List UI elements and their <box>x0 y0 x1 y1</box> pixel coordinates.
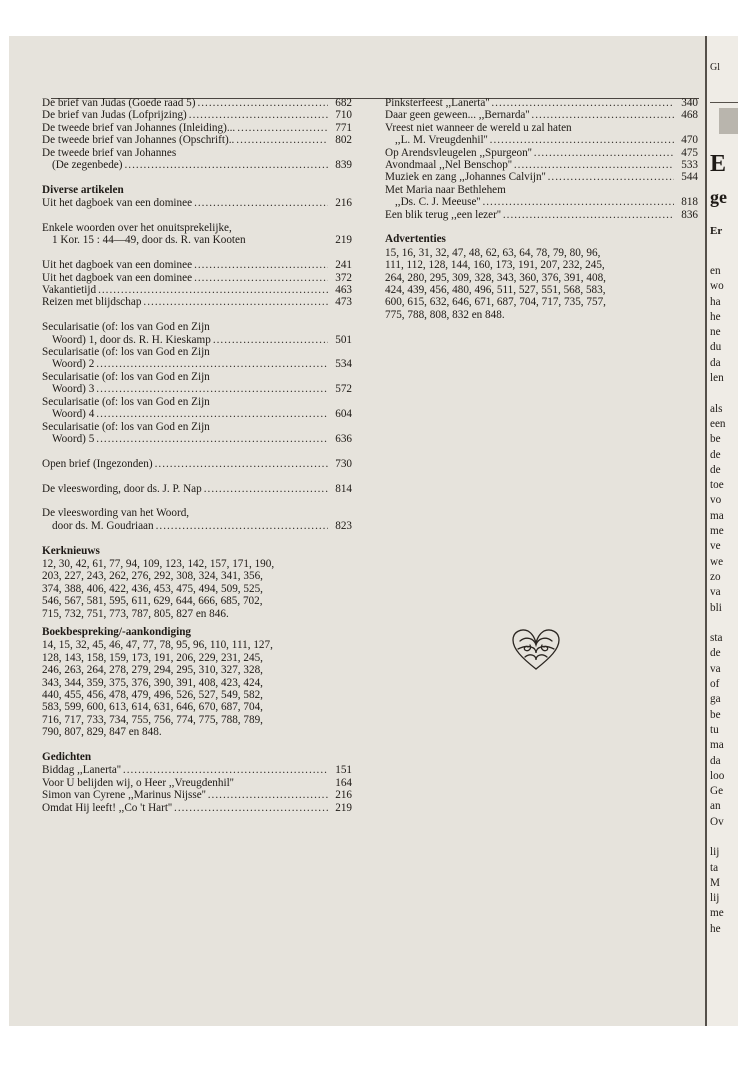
adjacent-page-line-fragment <box>710 386 726 401</box>
spacer <box>42 739 352 751</box>
index-text-line: 246, 263, 264, 278, 279, 294, 295, 310, 327, 328, <box>42 664 263 677</box>
dot-leader <box>123 764 328 776</box>
adjacent-page-line-fragment: be <box>710 433 721 446</box>
index-text-line: 15, 16, 31, 32, 47, 48, 62, 63, 64, 78, 79, 80, 96, <box>385 246 601 259</box>
section-heading: Kerknieuws <box>42 544 100 557</box>
index-text-line: Secularisatie (of: los van God en Zijn <box>42 395 210 408</box>
index-entry <box>42 134 352 146</box>
adjacent-page-line-fragment: be <box>710 708 721 721</box>
page-number: 501 <box>335 333 352 346</box>
index-text-line: De vleeswording van het Woord, <box>42 507 190 520</box>
index-text-line: 424, 439, 456, 480, 496, 511, 527, 551, 568, 583, <box>385 284 606 297</box>
index-text-line: 203, 227, 243, 262, 276, 292, 308, 324, 341, 356, <box>42 570 263 583</box>
dot-leader <box>125 159 329 171</box>
adjacent-page-line-fragment: sta <box>710 632 723 645</box>
index-text-line: Secularisatie (of: los van God en Zijn <box>42 321 210 334</box>
index-entry <box>42 789 352 801</box>
page-number: 771 <box>335 121 352 134</box>
dot-leader <box>194 272 328 284</box>
dot-leader <box>237 122 328 134</box>
adjacent-page-line-fragment: tu <box>710 723 719 736</box>
adjacent-page-line-fragment <box>710 616 726 631</box>
page-number: 604 <box>335 408 352 421</box>
page-number: 468 <box>681 109 698 122</box>
index-text-line: Met Maria naar Bethlehem <box>385 183 506 196</box>
entry-title: Woord) 5 <box>52 432 95 445</box>
adjacent-page-line-fragment: als <box>710 402 723 415</box>
index-entry <box>385 109 698 121</box>
adjacent-page-line-fragment: lij <box>710 846 720 859</box>
index-entry <box>385 209 698 221</box>
index-entry <box>385 134 698 146</box>
page-number: 730 <box>335 457 352 470</box>
spacer <box>42 495 352 507</box>
adjacent-page-line-fragment: bli <box>710 601 722 614</box>
dot-leader <box>155 458 328 470</box>
spacer <box>42 309 352 321</box>
dot-leader <box>156 520 328 532</box>
adjacent-page-line-fragment: Ge <box>710 785 724 798</box>
spacer <box>42 470 352 482</box>
index-entry <box>42 109 352 121</box>
index-entry <box>42 122 352 134</box>
page-number: 473 <box>335 296 352 309</box>
index-text-line: 775, 788, 808, 832 en 848. <box>385 308 505 321</box>
adjacent-page-line-fragment: een <box>710 417 726 430</box>
index-entry <box>42 296 352 308</box>
adjacent-page-rule <box>710 102 738 103</box>
spacer <box>42 210 352 222</box>
page-number: 216 <box>335 197 352 210</box>
adjacent-page-line-fragment: ve <box>710 540 721 553</box>
adjacent-page-line-fragment: de <box>710 647 721 660</box>
adjacent-page-line-fragment: de <box>710 448 721 461</box>
section-heading: Advertenties <box>385 233 446 246</box>
index-text-line: 374, 388, 406, 422, 436, 453, 475, 494, 509, 525, <box>42 582 263 595</box>
dot-leader <box>503 209 674 221</box>
dot-leader <box>96 383 328 395</box>
entry-title: Vakantietijd <box>42 284 97 297</box>
page-number: 534 <box>335 358 352 371</box>
adjacent-page-line-fragment: we <box>710 555 724 568</box>
index-entry <box>42 458 352 470</box>
spacer <box>42 171 352 183</box>
adjacent-page-header: Gl <box>710 62 720 73</box>
entry-title: De tweede brief van Johannes (Inleiding)... <box>42 121 236 134</box>
dot-leader <box>174 802 328 814</box>
index-entry <box>42 433 352 445</box>
adjacent-page-line-fragment: wo <box>710 280 724 293</box>
index-entry <box>42 259 352 271</box>
adjacent-page-line-fragment: zo <box>710 570 721 583</box>
page-number: 544 <box>681 171 698 184</box>
dot-leader <box>534 147 674 159</box>
dot-leader <box>96 408 328 420</box>
entry-title: Omdat Hij leeft! ,,Co 't Hart'' <box>42 801 173 814</box>
page-number: 533 <box>681 159 698 172</box>
adjacent-page-line-fragment: he <box>710 310 721 323</box>
index-text-line: 264, 280, 295, 309, 328, 343, 360, 376, 391, 408, <box>385 271 606 284</box>
adjacent-page-line-fragment: va <box>710 586 721 599</box>
page-number: 219 <box>335 801 352 814</box>
adjacent-page-line-fragment: ta <box>710 861 719 874</box>
index-entry <box>42 777 352 789</box>
index-entry <box>42 272 352 284</box>
entry-title: De brief van Judas (Lofprijzing) <box>42 109 187 122</box>
index-entry <box>385 147 698 159</box>
adjacent-page-line-fragment: ga <box>710 693 721 706</box>
adjacent-page-line-fragment: loo <box>710 769 725 782</box>
index-text-line: 600, 615, 632, 646, 671, 687, 704, 717, 735, 757, <box>385 296 606 309</box>
index-text-line: Secularisatie (of: los van God en Zijn <box>42 420 210 433</box>
entry-title: De vleeswording, door ds. J. P. Nap <box>42 482 202 495</box>
index-text-line: 583, 599, 600, 613, 614, 631, 646, 670, 687, 704, <box>42 701 263 714</box>
adjacent-page-line-fragment: of <box>710 678 720 691</box>
page-number: 164 <box>335 776 352 789</box>
entry-title: Woord) 1, door ds. R. H. Kieskamp <box>52 333 211 346</box>
page-number: 475 <box>681 146 698 159</box>
adjacent-page-line-fragment: ne <box>710 326 721 339</box>
index-entry <box>42 284 352 296</box>
adjacent-page-subheading: ge <box>710 187 727 207</box>
dot-leader <box>197 97 328 109</box>
adjacent-page-line-fragment: me <box>710 525 724 538</box>
entry-title: door ds. M. Goudriaan <box>52 519 154 532</box>
adjacent-page-line-fragment: da <box>710 754 721 767</box>
index-text-line: 716, 717, 733, 734, 755, 756, 774, 775, 788, 789, <box>42 713 263 726</box>
dot-leader <box>490 134 674 146</box>
adjacent-page-line-fragment: de <box>710 463 721 476</box>
index-text-line: 343, 344, 359, 375, 376, 390, 391, 408, 423, 424, <box>42 676 263 689</box>
section-heading: Diverse artikelen <box>42 183 124 196</box>
dot-leader <box>213 334 328 346</box>
dot-leader <box>98 284 328 296</box>
page-number: 836 <box>681 208 698 221</box>
page-number: 572 <box>335 383 352 396</box>
page-gutter-line <box>705 36 707 1026</box>
index-text-line: 440, 455, 456, 478, 479, 496, 526, 527, 549, 582, <box>42 688 263 701</box>
page-number: 682 <box>335 97 352 109</box>
adjacent-page-line-fragment: en <box>710 265 721 277</box>
dot-leader <box>531 109 674 121</box>
entry-title: Uit het dagboek van een dominee <box>42 197 193 210</box>
page-number: 636 <box>335 432 352 445</box>
dot-leader <box>96 433 328 445</box>
index-entry <box>42 358 352 370</box>
index-text-line: 12, 30, 42, 61, 77, 94, 109, 123, 142, 157, 171, 190, <box>42 557 275 570</box>
adjacent-page-line-fragment: va <box>710 662 721 675</box>
dot-leader <box>204 483 328 495</box>
entry-title: Woord) 3 <box>52 383 95 396</box>
index-entry <box>42 197 352 209</box>
entry-title: ,,L. M. Vreugdenhil'' <box>395 134 488 147</box>
adjacent-page-byline: Er <box>710 225 723 237</box>
spacer <box>42 532 352 544</box>
entry-title: Woord) 4 <box>52 408 95 421</box>
dot-leader <box>491 97 674 109</box>
index-text-line: 14, 15, 32, 45, 46, 47, 77, 78, 95, 96, 110, 111, 127, <box>42 639 273 652</box>
entry-title: Een blik terug ,,een lezer'' <box>385 208 501 221</box>
adjacent-page-line-fragment: toe <box>710 479 724 492</box>
entry-title: Biddag ,,Lanerta'' <box>42 764 121 777</box>
page-number: 340 <box>681 97 698 109</box>
index-entry <box>42 334 352 346</box>
entry-title: Pinksterfeest ,,Lanerta'' <box>385 97 490 109</box>
page-number: 802 <box>335 134 352 147</box>
index-entry <box>385 159 698 171</box>
adjacent-page-line-fragment: Ov <box>710 815 724 828</box>
index-entry <box>42 764 352 776</box>
index-text-line: 546, 567, 581, 595, 611, 629, 644, 666, 685, 702, <box>42 595 263 608</box>
index-text-line: Enkele woorden over het onuitsprekelijke, <box>42 222 232 235</box>
entry-title: Muziek en zang ,,Johannes Calvijn'' <box>385 171 546 184</box>
adjacent-page-line-fragment: ha <box>710 295 721 308</box>
index-entry <box>42 234 352 246</box>
page-number: 372 <box>335 271 352 284</box>
index-entry <box>385 97 698 109</box>
dot-leader <box>208 789 328 801</box>
adjacent-page-line-fragment: an <box>710 800 721 813</box>
entry-title: Uit het dagboek van een dominee <box>42 259 193 272</box>
index-text-line: Secularisatie (of: los van God en Zijn <box>42 370 210 383</box>
index-left-column <box>42 97 352 814</box>
adjacent-page-line-fragment: du <box>710 341 722 354</box>
dot-leader <box>194 197 328 209</box>
entry-title: Open brief (Ingezonden) <box>42 457 153 470</box>
page-number: 818 <box>681 196 698 209</box>
index-text-line: 715, 732, 751, 773, 787, 805, 827 en 846. <box>42 607 229 620</box>
index-entry <box>42 97 352 109</box>
ornament-flourish <box>508 625 564 673</box>
index-entry <box>42 520 352 532</box>
dot-leader <box>194 259 328 271</box>
index-text-line: 128, 143, 158, 159, 173, 191, 206, 229, 231, 245, <box>42 651 263 664</box>
index-entry <box>42 383 352 395</box>
page-number: 241 <box>335 259 352 272</box>
adjacent-page-line-fragment <box>710 830 726 845</box>
adjacent-page-line-fragment: len <box>710 372 724 385</box>
page-number: 839 <box>335 159 352 172</box>
adjacent-page-image-fragment <box>719 108 738 134</box>
adjacent-page-body <box>710 264 726 937</box>
dot-leader <box>514 159 674 171</box>
section-heading: Boekbespreking/-aankondiging <box>42 625 192 638</box>
page-number: 151 <box>335 764 352 777</box>
adjacent-page-line-fragment: da <box>710 356 721 369</box>
page-number: 814 <box>335 482 352 495</box>
dot-leader <box>482 196 674 208</box>
section-heading: Gedichten <box>42 750 92 763</box>
adjacent-page-line-fragment: lij <box>710 892 720 905</box>
index-entry <box>385 171 698 183</box>
entry-title: Op Arendsvleugelen ,,Spurgeon'' <box>385 146 532 159</box>
entry-title: De tweede brief van Johannes (Opschrift).. <box>42 134 235 147</box>
dot-leader <box>189 109 328 121</box>
entry-title: 1 Kor. 15 : 44—49, door ds. R. van Kooten <box>52 234 246 247</box>
page-number: 463 <box>335 284 352 297</box>
adjacent-page-line-fragment: he <box>710 922 721 935</box>
entry-title: ,,Ds. C. J. Meeuse'' <box>395 196 481 209</box>
adjacent-page-line-fragment: vo <box>710 494 722 507</box>
dot-leader <box>548 171 674 183</box>
page-number: 219 <box>335 234 352 247</box>
entry-title: Woord) 2 <box>52 358 95 371</box>
index-text-line: 111, 112, 128, 144, 160, 173, 191, 207, 232, 245, <box>385 259 605 272</box>
spacer <box>42 247 352 259</box>
spacer <box>42 445 352 457</box>
index-text-line: 790, 807, 829, 847 en 848. <box>42 726 162 739</box>
index-text-line: Vreest niet wanneer de wereld u zal haten <box>385 121 572 134</box>
adjacent-page-line-fragment: me <box>710 907 724 920</box>
entry-title: Voor U belijden wij, o Heer ,,Vreugdenhil'' <box>42 776 234 789</box>
index-entry <box>42 483 352 495</box>
entry-title: Daar geen geween... ,,Bernarda'' <box>385 109 530 122</box>
page-number: 823 <box>335 519 352 532</box>
adjacent-page-heading: E <box>710 151 727 177</box>
index-entry <box>42 802 352 814</box>
entry-title: De brief van Judas (Goede raad 5) <box>42 97 196 109</box>
entry-title: Avondmaal ,,Nel Benschop'' <box>385 159 512 172</box>
entry-title: Reizen met blijdschap <box>42 296 142 309</box>
index-text-line: Secularisatie (of: los van God en Zijn <box>42 346 210 359</box>
adjacent-page-line-fragment: ma <box>710 739 724 752</box>
index-right-column <box>385 97 698 321</box>
index-text-line: De tweede brief van Johannes <box>42 146 177 159</box>
adjacent-page-line-fragment: ma <box>710 509 724 522</box>
page-number: 216 <box>335 789 352 802</box>
dot-leader <box>143 296 328 308</box>
adjacent-page-line-fragment: M <box>710 876 720 889</box>
entry-title: Simon van Cyrene ,,Marinus Nijsse'' <box>42 789 206 802</box>
index-entry <box>385 196 698 208</box>
index-entry <box>42 159 352 171</box>
page-number: 710 <box>335 109 352 122</box>
entry-title: Uit het dagboek van een dominee <box>42 271 193 284</box>
adjacent-page-edge <box>705 36 738 1026</box>
spacer <box>385 221 698 233</box>
dot-leader <box>236 134 328 146</box>
entry-title: (De zegenbede) <box>52 159 123 172</box>
page-number: 470 <box>681 134 698 147</box>
dot-leader <box>96 358 328 370</box>
index-entry <box>42 408 352 420</box>
